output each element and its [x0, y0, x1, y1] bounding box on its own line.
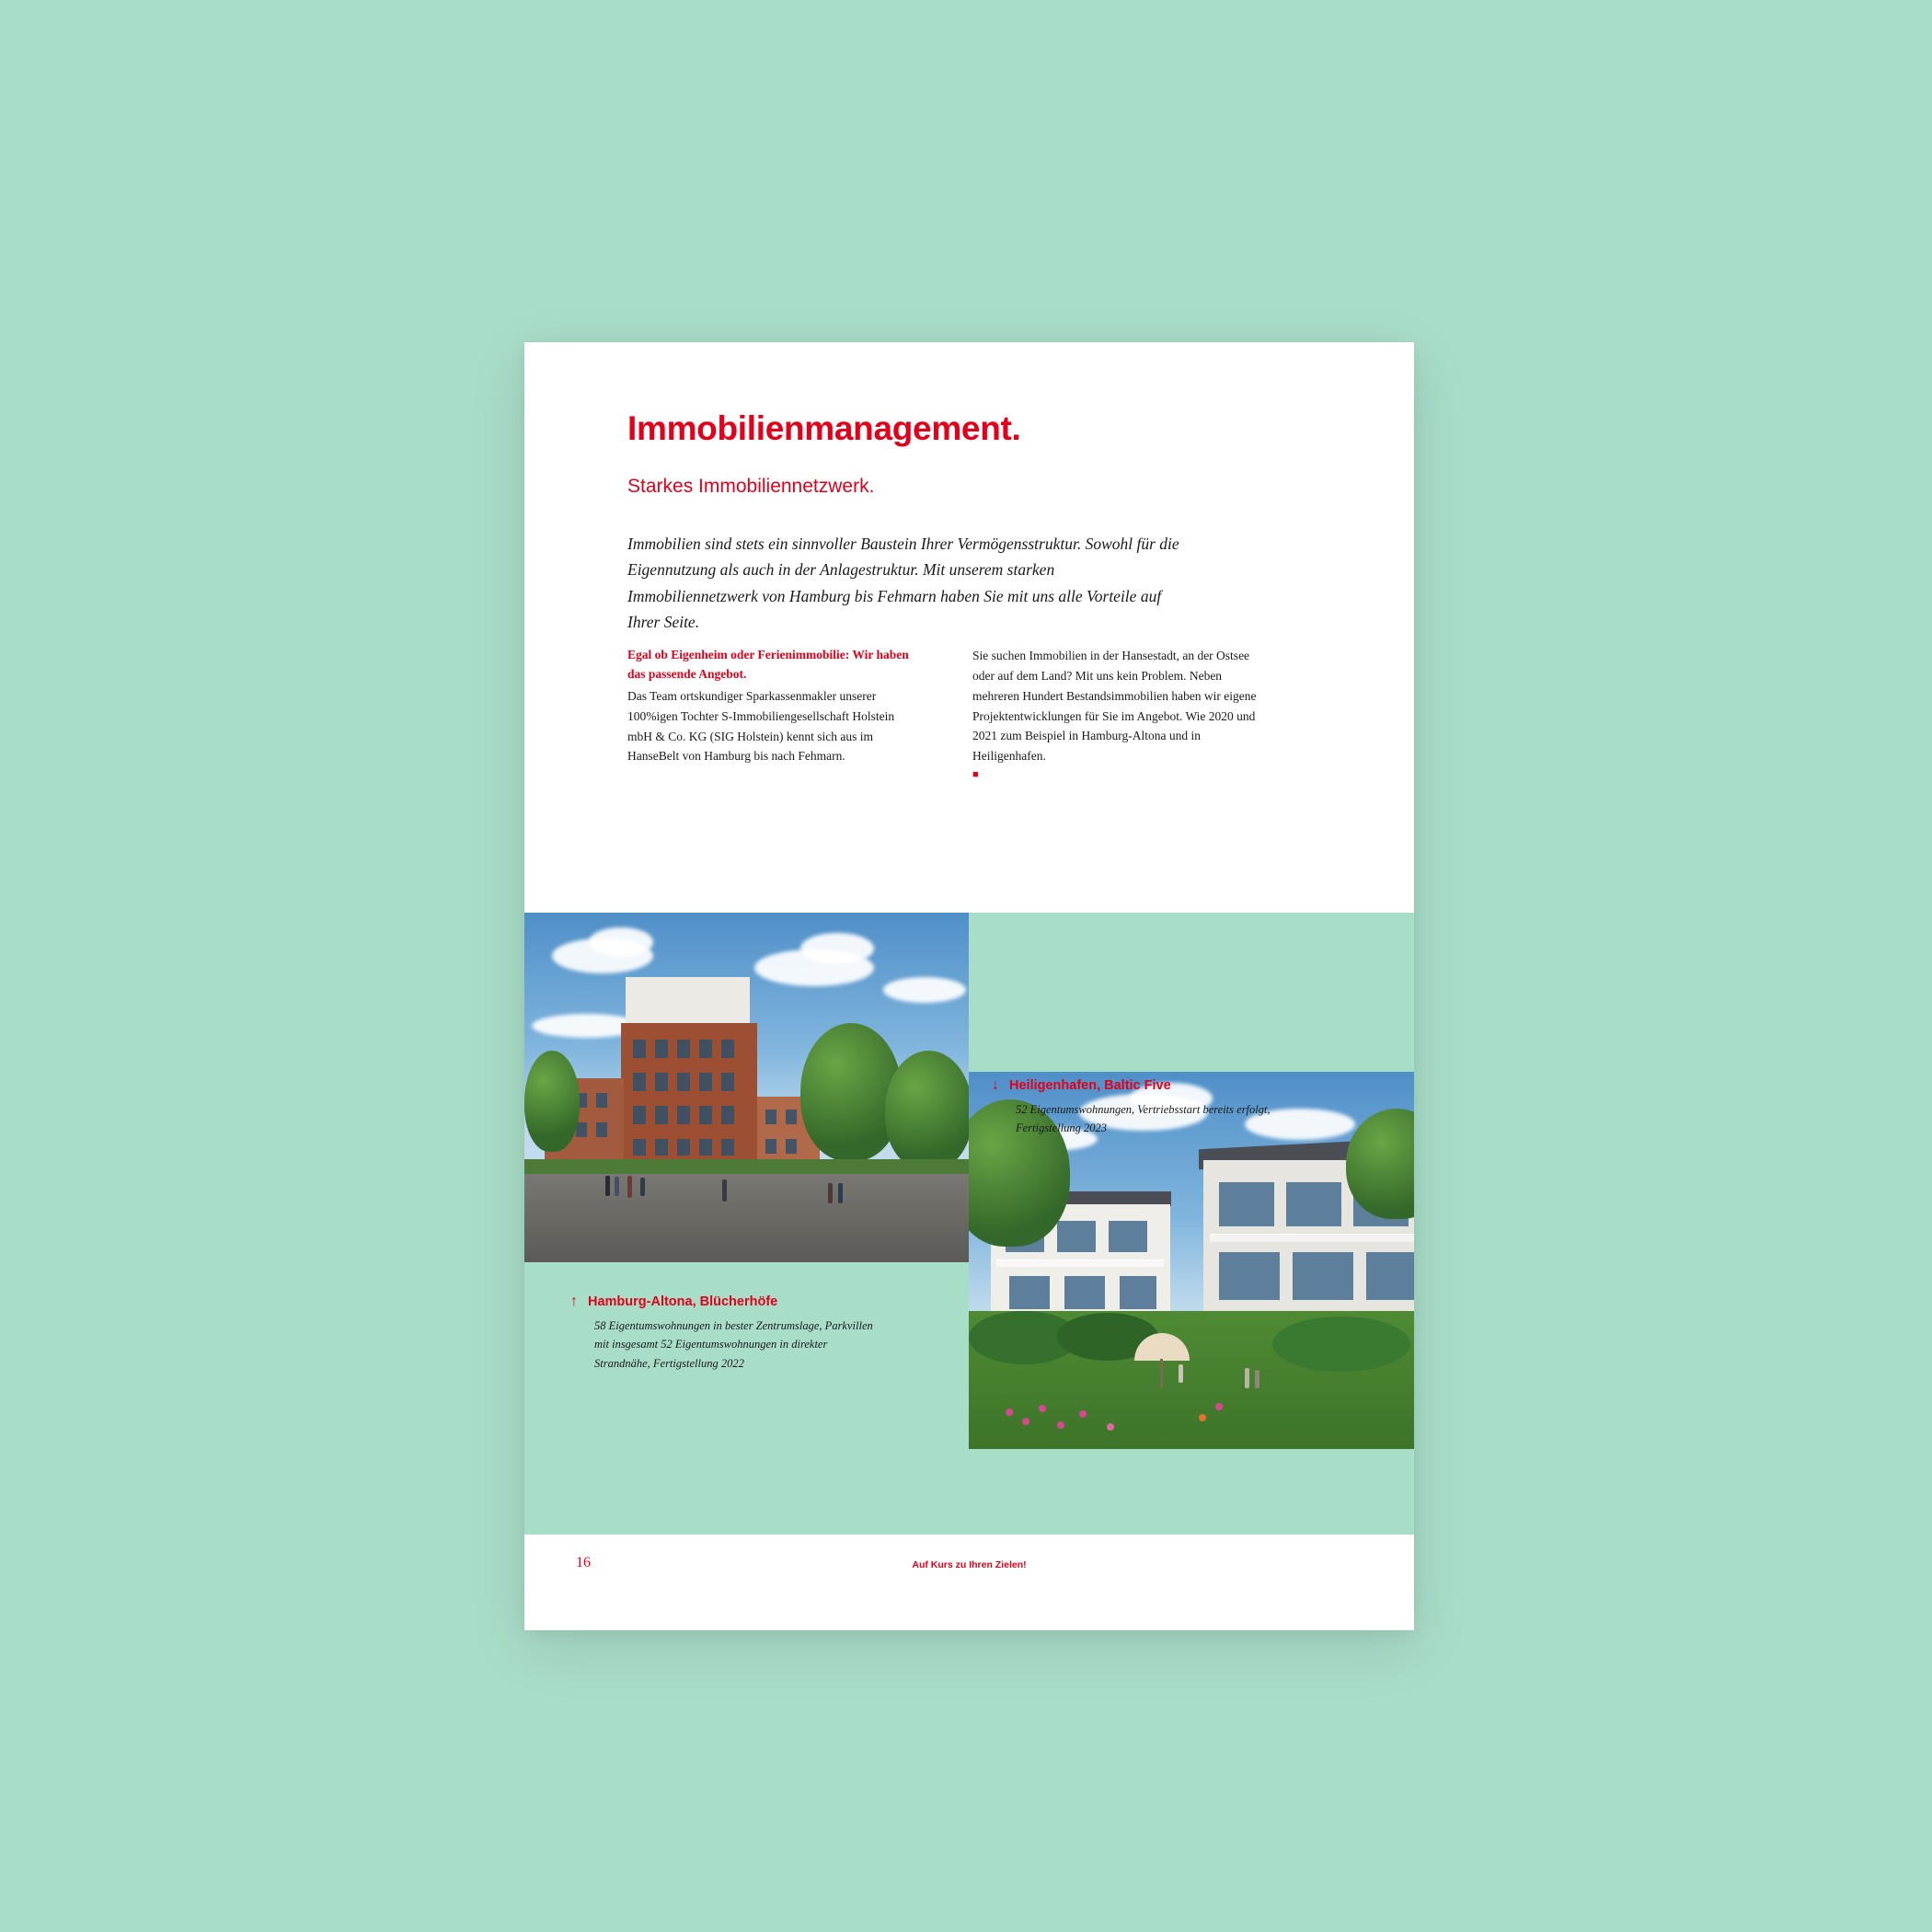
cloud [589, 927, 653, 957]
person [1255, 1370, 1259, 1388]
window [1109, 1221, 1147, 1252]
caption-hamburg-altona [570, 1294, 874, 1373]
flower [1057, 1421, 1064, 1429]
window [765, 1139, 776, 1154]
person [1179, 1364, 1183, 1383]
parasol-pole [1160, 1359, 1163, 1388]
window [655, 1040, 668, 1058]
page-footer [524, 1535, 1414, 1630]
flower [1079, 1410, 1087, 1418]
page-title: Immobilienmanagement. [627, 409, 1021, 447]
window [677, 1040, 690, 1058]
window [721, 1139, 734, 1156]
window [633, 1106, 646, 1124]
window [699, 1139, 712, 1156]
tree [885, 1051, 969, 1170]
window [1219, 1252, 1280, 1300]
balcony-rail [1210, 1234, 1414, 1242]
column-left-highlight: Egal ob Eigenheim oder Ferienimmobilie: Wir haben das passende Angebot. [627, 648, 909, 681]
brochure-page [524, 342, 1414, 1630]
page-subtitle: Starkes Immobiliennetzwerk. [627, 476, 875, 497]
window [633, 1073, 646, 1091]
person [640, 1178, 645, 1196]
column-right [972, 646, 1267, 783]
window [677, 1106, 690, 1124]
window [699, 1040, 712, 1058]
arrow-up-icon: ↑ [570, 1294, 578, 1309]
flower [1199, 1414, 1206, 1421]
window [655, 1106, 668, 1124]
window [721, 1106, 734, 1124]
window [655, 1073, 668, 1091]
column-left [627, 646, 922, 766]
window [699, 1073, 712, 1091]
page-top-content [524, 342, 1414, 913]
verge-grass [524, 1159, 969, 1174]
caption-title: Heiligenhafen, Baltic Five [1009, 1078, 1171, 1093]
hedge [1272, 1317, 1410, 1372]
window [786, 1110, 797, 1124]
flower [1006, 1409, 1013, 1416]
end-mark: ■ [972, 769, 979, 781]
window [1120, 1276, 1156, 1309]
cloud [883, 977, 966, 1003]
person [605, 1176, 610, 1196]
person [828, 1183, 833, 1203]
window [576, 1122, 587, 1137]
window [786, 1139, 797, 1154]
caption-title: Hamburg-Altona, Blücherhöfe [588, 1294, 778, 1309]
caption-heiligenhafen [992, 1078, 1295, 1138]
person [722, 1179, 727, 1202]
flower [1107, 1423, 1114, 1431]
window [721, 1040, 734, 1058]
page-number: 16 [576, 1555, 591, 1570]
window [1219, 1182, 1274, 1226]
balcony-rail [996, 1259, 1164, 1267]
window [1064, 1276, 1105, 1309]
window [765, 1110, 776, 1124]
window [633, 1040, 646, 1058]
footer-slogan: Auf Kurs zu Ihren Zielen! [912, 1559, 1027, 1570]
window [1057, 1221, 1096, 1252]
street [524, 1167, 969, 1262]
column-right-body: Sie suchen Immobilien in der Hansestadt, an der Ostsee oder auf dem Land? Mit uns kein Problem. Neben mehreren Hundert Bestandsimmobilien haben wir eigene Projektentwicklungen für Sie im Angebot. Wie 2020 und 2021 zum Beispiel in Hamburg-Altona und in Heiligenhafen. [972, 649, 1257, 764]
building-roof-block [626, 977, 750, 1025]
tree [524, 1051, 580, 1152]
flower [1039, 1405, 1046, 1412]
lead-paragraph: Immobilien sind stets ein sinnvoller Baustein Ihrer Vermögensstruktur. Sowohl für die Eigennutzung als auch in der Anlagestruktur. Mit unserem starken Immobiliennetzwerk von Hamburg bis Fehmarn haben Sie mit uns alle Vorteile auf Ihrer Seite. [627, 535, 1179, 632]
window [721, 1073, 734, 1091]
window [1293, 1252, 1353, 1300]
column-left-body: Das Team ortskundiger Sparkassenmakler unserer 100%igen Tochter S-Immobiliengesellschaft Holstein mbH & Co. KG (SIG Holstein) kennt sich aus im HanseBelt von Hamburg bis nach Fehmarn. [627, 688, 895, 764]
arrow-down-icon: ↓ [992, 1077, 999, 1093]
window [655, 1139, 668, 1156]
window [596, 1093, 607, 1108]
flower [1022, 1418, 1029, 1425]
flower [1215, 1403, 1223, 1410]
window [1366, 1252, 1414, 1300]
window [677, 1073, 690, 1091]
window [1286, 1182, 1341, 1226]
person [615, 1177, 619, 1196]
caption-text: 52 Eigentumswohnungen, Vertriebsstart bereits erfolgt, Fertigstellung 2023 [1016, 1103, 1271, 1135]
window [633, 1139, 646, 1156]
window [699, 1106, 712, 1124]
window [1009, 1276, 1050, 1309]
window [596, 1122, 607, 1137]
person [1245, 1368, 1249, 1388]
cloud [800, 933, 874, 964]
person [627, 1176, 632, 1198]
window [677, 1139, 690, 1156]
caption-text: 58 Eigentumswohnungen in bester Zentrumslage, Parkvillen mit insgesamt 52 Eigentumswohnungen in direkter Strandnähe, Fertigstellung 2022 [594, 1319, 873, 1370]
photo-hamburg-altona [524, 913, 969, 1262]
person [838, 1183, 843, 1203]
